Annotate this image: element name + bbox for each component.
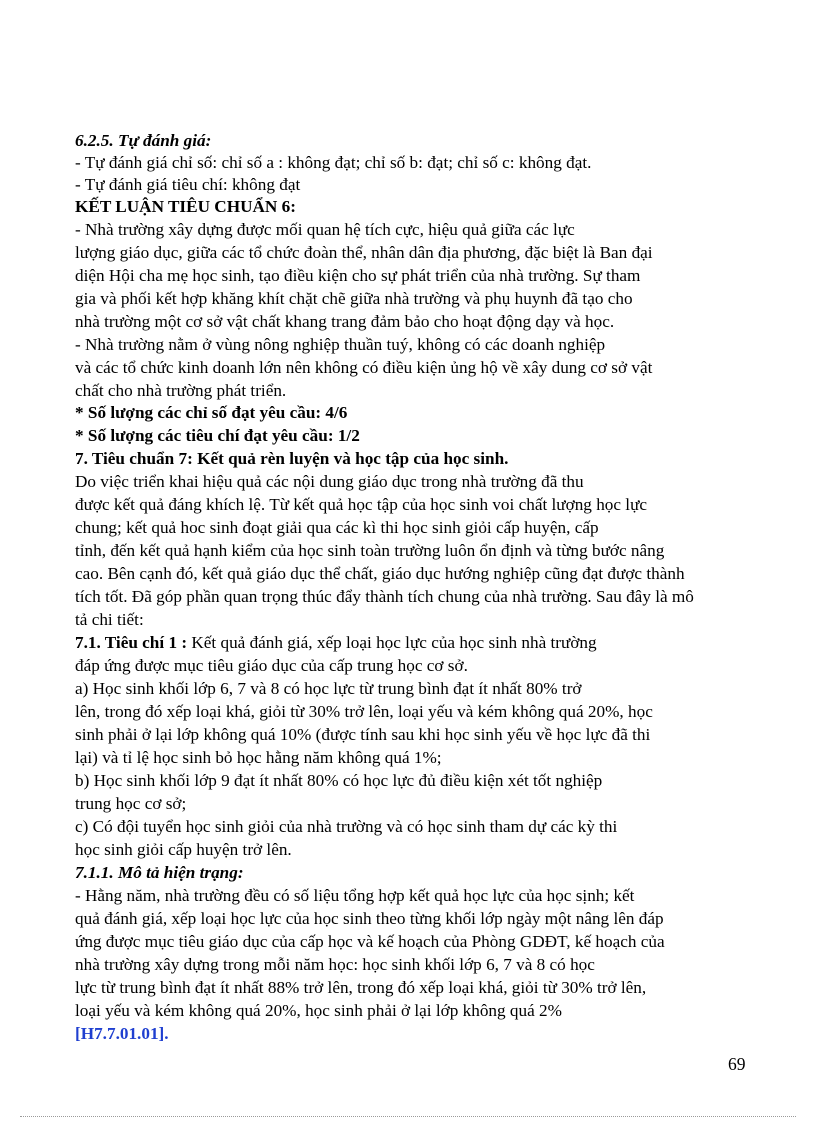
status-line: ứng được mục tiêu giáo dục của cấp học và kế hoạch của Phòng GDĐT, kế hoạch của <box>75 932 665 951</box>
paragraph-line: - Nhà trường nằm ở vùng nông nghiệp thuần tuý, không có các doanh nghiệp <box>75 335 606 354</box>
paragraph-line: và các tổ chức kinh doanh lớn nên không có điều kiện ủng hộ về xây dung cơ sở vật <box>75 358 653 377</box>
item-a-line: a) Học sinh khối lớp 6, 7 và 8 có học lực từ trung bình đạt ít nhất 80% trở <box>75 679 582 698</box>
paragraph-line: tỉnh, đến kết quả hạnh kiểm của học sinh toàn trường luôn ổn định và từng bước nâng <box>75 541 665 560</box>
status-line: quả đánh giá, xếp loại học lực của học sinh theo từng khối lớp ngày một nâng lên đáp <box>75 909 664 928</box>
criterion1-line <box>75 632 597 654</box>
item-c-line: c) Có đội tuyển học sinh giỏi của nhà trường và có học sinh tham dự các kỳ thi <box>75 817 618 836</box>
evidence-code: [H7.7.01.01]. <box>75 1024 169 1043</box>
page-number: 69 <box>728 1054 746 1074</box>
self-eval-indicators: - Tự đánh giá chỉ số: chỉ số a : không đạt; chỉ số b: đạt; chỉ số c: không đạt. <box>75 153 592 172</box>
paragraph-line: gia và phối kết hợp khăng khít chặt chẽ giữa nhà trường và phụ huynh đã tạo cho <box>75 289 633 308</box>
self-eval-criterion: - Tự đánh giá tiêu chí: không đạt <box>75 175 301 194</box>
paragraph-line: lượng giáo dục, giữa các tổ chức đoàn thể, nhân dân địa phương, đặc biệt là Ban đại <box>75 243 653 262</box>
paragraph-line: chất cho nhà trường phát triển. <box>75 381 287 400</box>
paragraph-line: đáp ứng được mục tiêu giáo dục của cấp trung học cơ sở. <box>75 656 468 675</box>
item-b-line: b) Học sinh khối lớp 9 đạt ít nhất 80% có học lực đủ điều kiện xét tốt nghiệp <box>75 771 603 790</box>
criterion1-text: Kết quả đánh giá, xếp loại học lực của học sinh nhà trường <box>187 633 597 652</box>
item-a-line: sinh phải ở lại lớp không quá 10% (được tính sau khi học sinh yếu về học lực đã thi <box>75 725 651 744</box>
status-line: nhà trường xây dựng trong mỗi năm học: học sinh khối lớp 6, 7 và 8 có học <box>75 955 595 974</box>
status-line: - Hằng năm, nhà trường đều có số liệu tổng hợp kết quả học lực của học sịnh; kết <box>75 886 635 905</box>
item-a-line: lại) và tỉ lệ học sinh bỏ học hằng năm không quá 1%; <box>75 748 442 767</box>
paragraph-line: nhà trường một cơ sở vật chất khang trang đảm bảo cho hoạt động dạy và học. <box>75 312 615 331</box>
status-line: lực từ trung bình đạt ít nhất 88% trở lên, trong đó xếp loại khá, giỏi từ 30% trở lên, <box>75 978 647 997</box>
standard7-heading: 7. Tiêu chuẩn 7: Kết quả rèn luyện và học tập của học sinh. <box>75 449 509 468</box>
paragraph-line: chung; kết quả hoc sinh đoạt giải qua các kì thi học sinh giỏi cấp huyện, cấp <box>75 518 599 537</box>
page-bottom-rule <box>20 1116 796 1117</box>
paragraph-line: - Nhà trường xây dựng được mối quan hệ tích cực, hiệu quả giữa các lực <box>75 220 575 239</box>
status-line: loại yếu và kém không quá 20%, học sinh phải ở lại lớp không quá 2% <box>75 1001 562 1020</box>
paragraph-line: tả chi tiết: <box>75 610 144 629</box>
paragraph-line: cao. Bên cạnh đó, kết quả giáo dục thể chất, giáo dục hướng nghiệp cũng đạt được thành <box>75 564 685 583</box>
criterion1-label: 7.1. Tiêu chí 1 : <box>75 633 188 652</box>
conclusion-heading: KẾT LUẬN TIÊU CHUẨN 6: <box>75 197 296 216</box>
count-criteria: * Số lượng các tiêu chí đạt yêu cầu: 1/2 <box>75 426 360 445</box>
section-heading: 6.2.5. Tự đánh giá: <box>75 131 212 150</box>
item-c-line: học sinh giỏi cấp huyện trở lên. <box>75 840 292 859</box>
paragraph-line: tích tốt. Đã góp phần quan trọng thúc đẩy thành tích chung của nhà trường. Sau đây là mô <box>75 587 694 606</box>
paragraph-line: Do việc triển khai hiệu quả các nội dung giáo dục trong nhà trường đã thu <box>75 472 584 491</box>
count-indicators: * Số lượng các chỉ số đạt yêu cầu: 4/6 <box>75 403 348 422</box>
paragraph-line: diện Hội cha mẹ học sinh, tạo điều kiện cho sự phát triển của nhà trường. Sự tham <box>75 266 641 285</box>
paragraph-line: được kết quả đáng khích lệ. Từ kết quả học tập của học sinh voi chất lượng học lực <box>75 495 648 514</box>
item-b-line: trung học cơ sở; <box>75 794 187 813</box>
item-a-line: lên, trong đó xếp loại khá, giỏi từ 30% trở lên, loại yếu và kém không quá 20%, học <box>75 702 653 721</box>
subsection-heading: 7.1.1. Mô tả hiện trạng: <box>75 863 244 882</box>
